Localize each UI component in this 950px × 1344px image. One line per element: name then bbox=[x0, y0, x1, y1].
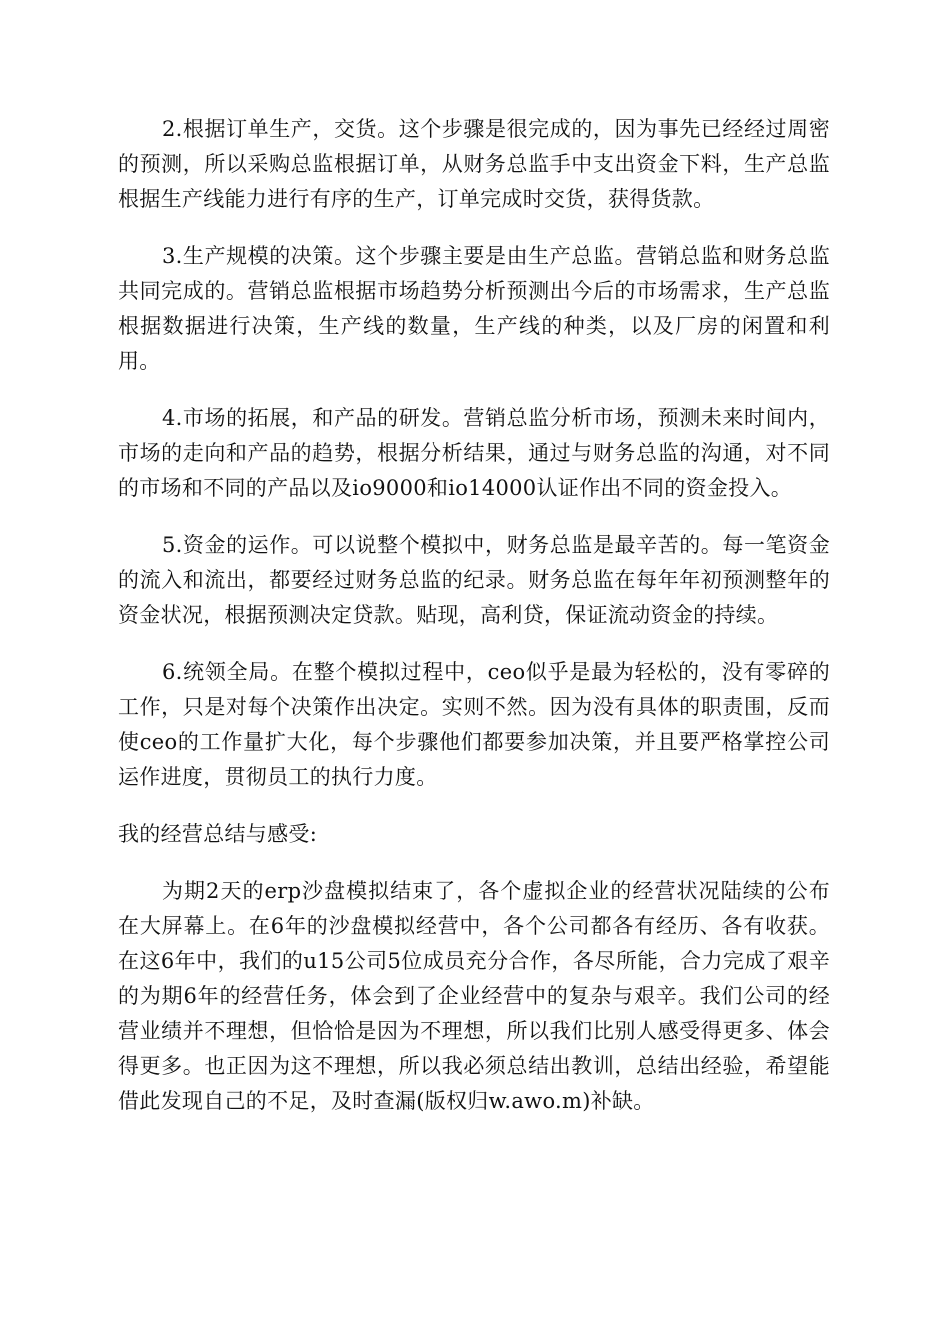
paragraph-summary: 为期2天的erp沙盘模拟结束了，各个虚拟企业的经营状况陆续的公布在大屏幕上。在6年的沙盘模拟经营中，各个公司都各有经历、各有收获。在这6年中，我们的u15公司5位成员充分合作，各尽所能，合力完成了艰辛的为期6年的经营任务，体会到了企业经营中的复杂与艰辛。我们公司的经营业绩并不理想，但恰恰是因为不理想，所以我们比别人感受得更多、体会得更多。也正因为这不理想，所以我必须总结出教训，总结出经验，希望能借此发现自己的不足，及时查漏(版权归w.awo.m)补缺。 bbox=[118, 879, 830, 1113]
paragraph-order-production: 2.根据订单生产，交货。这个步骤是很完成的，因为事先已经经过周密的预测，所以采购总监根据订单，从财务总监手中支出资金下料，生产总监根据生产线能力进行有序的生产，订单完成时交货，获得货款。 bbox=[118, 117, 830, 211]
document-page bbox=[118, 112, 830, 1141]
paragraph-production-scale: 3.生产规模的决策。这个步骤主要是由生产总监。营销总监和财务总监共同完成的。营销总监根据市场趋势分析预测出今后的市场需求，生产总监根据数据进行决策，生产线的数量，生产线的种类，以及厂房的闲置和利用。 bbox=[118, 244, 830, 373]
section-heading: 我的经营总结与感受: bbox=[118, 822, 318, 846]
paragraph-capital-operation: 5.资金的运作。可以说整个模拟中，财务总监是最辛苦的。每一笔资金的流入和流出，都要经过财务总监的纪录。财务总监在每年年初预测整年的资金状况，根据预测决定贷款。贴现，高利贷，保证流动资金的持续。 bbox=[118, 533, 830, 627]
paragraph-market-expansion: 4.市场的拓展，和产品的研发。营销总监分析市场，预测未来时间内，市场的走向和产品的趋势，根据分析结果，通过与财务总监的沟通，对不同的市场和不同的产品以及io9000和io14000认证作出不同的资金投入。 bbox=[118, 406, 830, 500]
paragraph-overall-leadership: 6.统领全局。在整个模拟过程中，ceo似乎是最为轻松的，没有零碎的工作，只是对每个决策作出决定。实则不然。因为没有具体的职责围，反而使ceo的工作量扩大化，每个步骤他们都要参加决策，并且要严格掌控公司运作进度，贯彻员工的执行力度。 bbox=[118, 660, 830, 789]
